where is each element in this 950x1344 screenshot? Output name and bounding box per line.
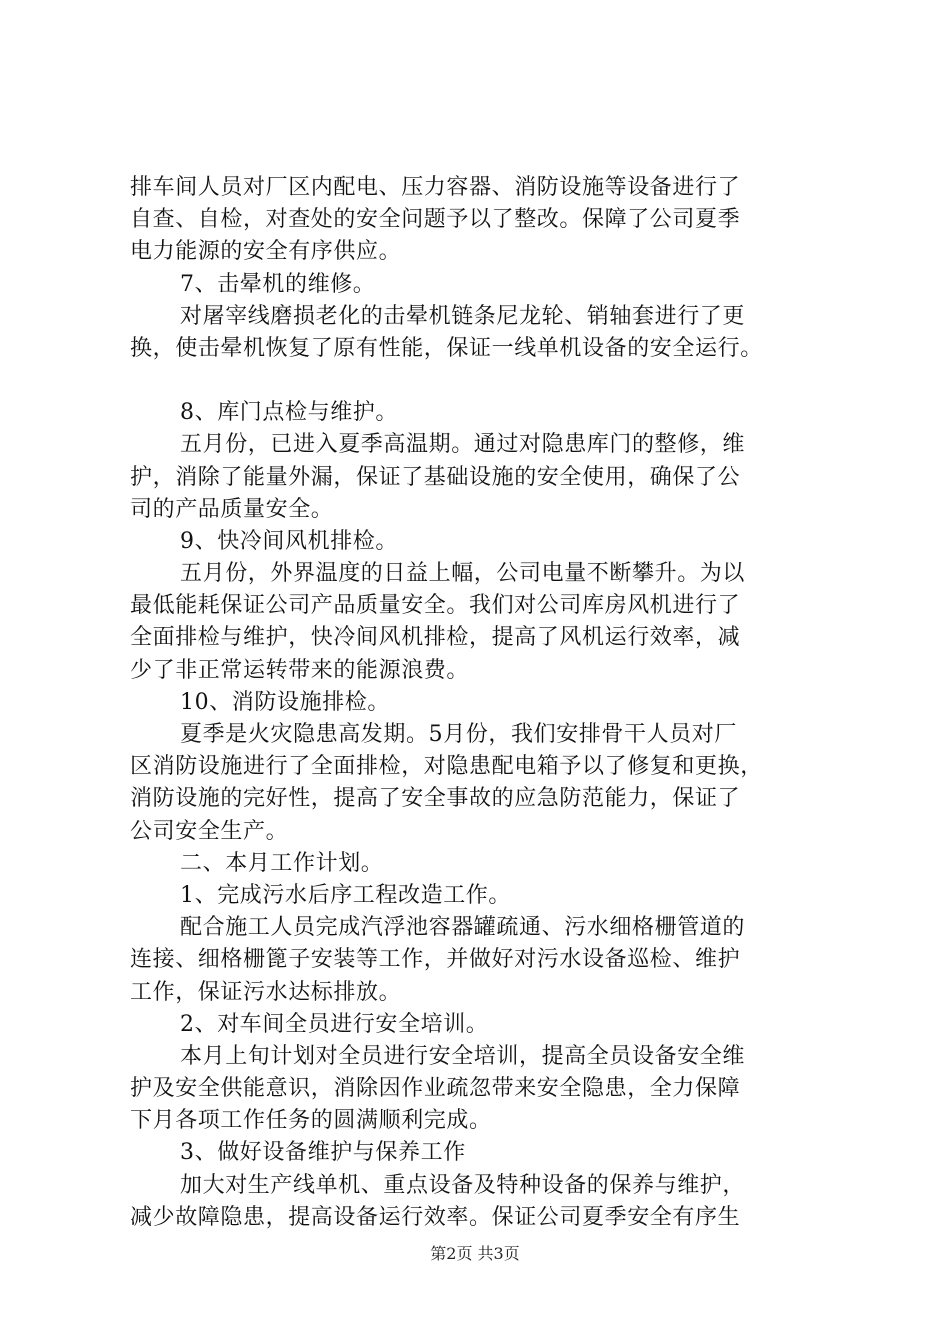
text-line: 全面排检与维护，快冷间风机排检，提高了风机运行效率，减 [130, 625, 741, 651]
text-line: 夏季是火灾隐患高发期。5月份，我们安排骨干人员对厂 [180, 722, 737, 747]
section-heading: 8、库门点检与维护。 [180, 400, 398, 426]
section-heading: 9、快冷间风机排检。 [180, 528, 398, 554]
text-line: 自查、自检，对查处的安全问题予以了整改。保障了公司夏季 [130, 207, 741, 233]
text-line: 五月份，外界温度的日益上幅，公司电量不断攀升。为以 [180, 561, 746, 587]
text-line: 加大对生产线单机、重点设备及特种设备的保养与维护， [180, 1172, 746, 1198]
paragraph-gap [130, 365, 835, 397]
text-line: 下月各项工作任务的圆满顺利完成。 [130, 1108, 492, 1134]
document-body [130, 172, 835, 1234]
text-line: 消防设施的完好性，提高了安全事故的应急防范能力，保证了 [130, 786, 741, 812]
text-line: 排车间人员对厂区内配电、压力容器、消防设施等设备进行了 [130, 175, 741, 200]
text-line: 少了非正常运转带来的能源浪费。 [130, 657, 470, 683]
text-line: 区消防设施进行了全面排检，对隐患配电箱予以了修复和更换， [130, 754, 763, 780]
text-line: 公司安全生产。 [130, 818, 289, 844]
section-heading: 3、做好设备维护与保养工作 [180, 1140, 466, 1166]
text-line: 护及安全供能意识，消除因作业疏忽带来安全隐患，全力保障 [130, 1076, 741, 1102]
section-heading: 7、击晕机的维修。 [180, 271, 376, 297]
section-heading: 10、消防设施排检。 [180, 689, 390, 715]
page-number-footer: 第2页 共3页 [430, 1244, 520, 1263]
text-line: 五月份，已进入夏季高温期。通过对隐患库门的整修，维 [180, 432, 746, 458]
text-line: 减少故障隐患，提高设备运行效率。保证公司夏季安全有序生 [130, 1204, 741, 1230]
section-heading: 2、对车间全员进行安全培训。 [180, 1011, 489, 1037]
text-line: 对屠宰线磨损老化的击晕机链条尼龙轮、销轴套进行了更 [180, 303, 746, 329]
text-line: 最低能耗保证公司产品质量安全。我们对公司库房风机进行了 [130, 593, 741, 619]
text-line: 护，消除了能量外漏，保证了基础设施的安全使用，确保了公 [130, 464, 741, 490]
text-line: 换，使击晕机恢复了原有性能，保证一线单机设备的安全运行。 [130, 335, 763, 361]
text-line: 本月上旬计划对全员进行安全培训，提高全员设备安全维 [180, 1043, 746, 1069]
text-line: 司的产品质量安全。 [130, 496, 334, 522]
text-line: 配合施工人员完成汽浮池容器罐疏通、污水细格栅管道的 [180, 915, 746, 941]
section-heading: 二、本月工作计划。 [180, 850, 384, 876]
text-line: 连接、细格栅篦子安装等工作，并做好对污水设备巡检、维护 [130, 947, 741, 973]
text-line: 工作，保证污水达标排放。 [130, 979, 402, 1005]
text-line: 电力能源的安全有序供应。 [130, 239, 402, 265]
section-heading: 1、完成污水后序工程改造工作。 [180, 882, 511, 908]
